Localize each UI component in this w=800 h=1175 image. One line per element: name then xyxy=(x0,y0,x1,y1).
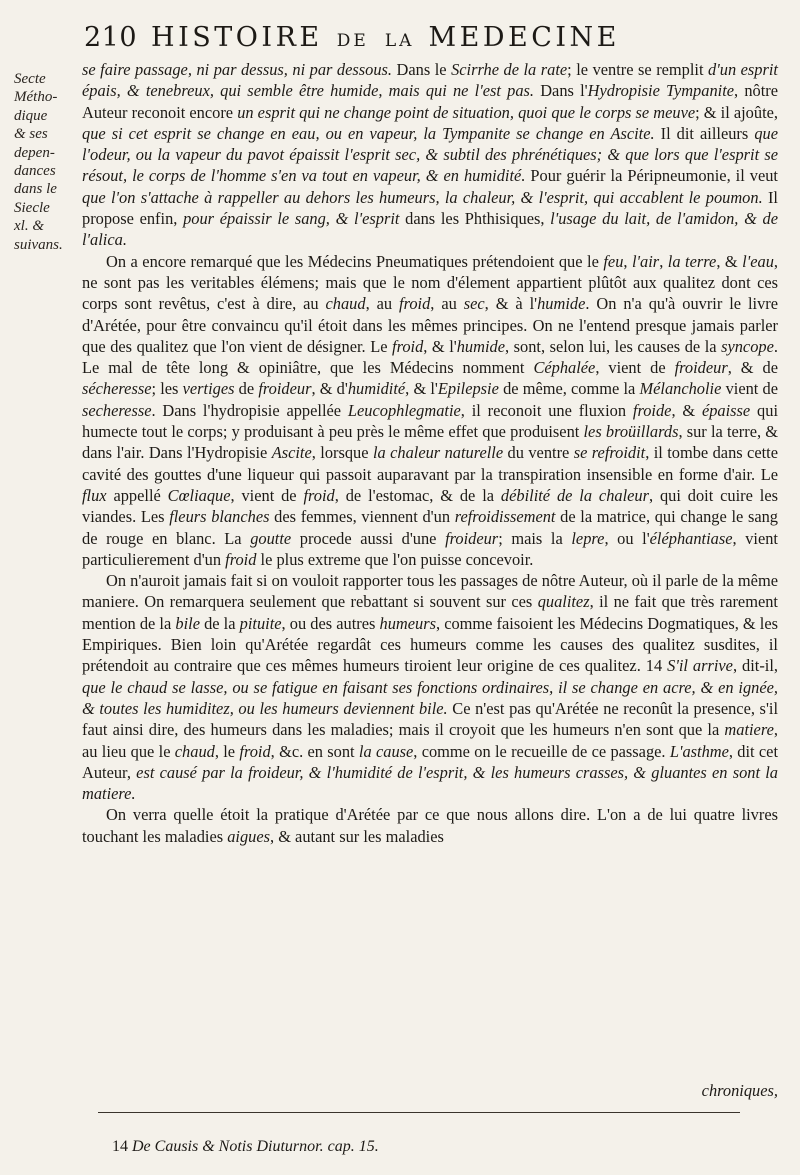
italic-text: froideur xyxy=(445,528,499,548)
italic-text: se refroidit xyxy=(573,443,646,463)
italic-text: L'asthme xyxy=(669,741,729,761)
roman-text: , il reconoit une fluxion xyxy=(460,400,633,420)
italic-text: froid xyxy=(303,485,335,505)
marginal-note-line: xl. & xyxy=(14,218,44,235)
roman-text: , xyxy=(623,251,632,271)
italic-text: est causé par la froideur, & l'humidité de l'esprit, & les humeurs crasses, & gluantes en sont la matiere. xyxy=(82,762,778,804)
italic-text: froid xyxy=(225,549,257,569)
roman-text: On verra quelle étoit la pratique d'Arétée par ce que nous allons dire. L'on a de lui quatre livres touchant les maladies xyxy=(82,805,778,846)
marginal-note-line: Secte xyxy=(14,71,46,87)
roman-text: appellé xyxy=(106,485,168,505)
roman-text: , & l' xyxy=(405,379,438,399)
roman-text: . Le mal de tête long & opiniâtre, que les Médecins nomment xyxy=(82,336,778,378)
roman-text: , dit cet Auteur, xyxy=(82,741,779,782)
italic-text: d'un esprit épais, & tenebreux, qui semble être humide, mais qui ne l'est pas. xyxy=(82,60,778,101)
roman-text: ; le ventre se remplit xyxy=(567,60,709,79)
roman-text: , au xyxy=(365,294,400,314)
italic-text: humide xyxy=(537,294,586,314)
running-title xyxy=(151,22,620,53)
italic-text: froid xyxy=(392,336,424,356)
italic-text: froideur xyxy=(674,358,728,378)
roman-text: , comme on le recueille de ce passage. xyxy=(413,741,670,761)
roman-text: , xyxy=(659,251,668,271)
italic-text: goutte xyxy=(250,528,292,548)
italic-text: Céphalée xyxy=(533,358,596,378)
footnote xyxy=(112,1138,379,1156)
italic-text: que le chaud se lasse, ou se fatigue en faisant ses fonctions ordinaires, il se change en acre, & en ignée, & toutes les humiditez, ou les humeurs deviennent bile. xyxy=(82,677,778,718)
roman-text: de même, comme la xyxy=(498,379,640,399)
italic-text: flux xyxy=(82,485,107,505)
roman-text: vient de xyxy=(721,379,778,399)
marginal-note-line: suivans. xyxy=(14,236,63,253)
roman-text: de la matrice, qui change le sang de rouge en blanc. La xyxy=(82,507,778,548)
roman-text: , & xyxy=(671,400,702,420)
marginal-note-line: Métho- xyxy=(14,89,58,106)
italic-text: refroidissement xyxy=(454,507,556,527)
roman-text: , & autant sur les maladies xyxy=(270,826,444,846)
italic-text: l'eau xyxy=(742,251,774,271)
italic-text: aigues xyxy=(227,826,270,846)
italic-text: syncope xyxy=(721,336,774,356)
roman-text: Il dit ailleurs xyxy=(654,123,755,143)
roman-text: On n'auroit jamais fait si on vouloit rapporter tous les passages de nôtre Auteur, où il parle de la même maniere. On remarquera seulement que rebattant si souvent sur ces xyxy=(82,571,778,612)
marginal-note-line: dique xyxy=(14,107,48,124)
running-header xyxy=(84,22,778,62)
roman-text: , sur la terre, & dans l'air. Dans l'Hydropisie xyxy=(82,422,778,463)
italic-text: Hydropisie Tympanite xyxy=(587,81,735,101)
roman-text: Pour guérir la Péripneumonie, il veut xyxy=(525,166,778,186)
roman-text: , lorsque xyxy=(311,443,373,463)
italic-text: Leucophlegmatie xyxy=(347,400,461,420)
italic-text: froide xyxy=(632,400,672,420)
italic-text: pituite xyxy=(239,613,282,633)
roman-text: , ou l' xyxy=(604,528,650,548)
roman-text: , le xyxy=(214,741,240,761)
roman-text: , nôtre Auteur reconoit encore xyxy=(82,81,779,122)
roman-text: , au lieu que le xyxy=(82,720,778,761)
italic-text: un esprit qui ne change point de situation, quoi que le corps se meuve xyxy=(237,102,696,122)
roman-text: Dans le xyxy=(392,60,452,79)
paragraph xyxy=(82,804,778,847)
italic-text: fleurs blanches xyxy=(169,507,270,527)
title-word-histoire: HISTOIRE xyxy=(151,22,323,53)
body-text xyxy=(82,59,778,847)
italic-text: que l'odeur, ou la vapeur du pavot épaissit l'esprit sec, & subtil des phrénétiques; & que lors que l'esprit se résout, le corps de l'homme s'en va tout en vapeur, & en humidité. xyxy=(82,123,778,186)
italic-text: matiere xyxy=(724,720,774,740)
roman-text: qui humecte tout le corps; y produisant à peu près le même effet que produisent xyxy=(82,400,778,442)
marginal-note-line: depen- xyxy=(14,144,55,161)
italic-text: sécheresse xyxy=(82,379,152,399)
roman-text: dans les Phthisiques, xyxy=(399,209,551,229)
italic-text: humeurs xyxy=(379,613,436,633)
italic-text: lepre xyxy=(571,528,605,548)
italic-text: sec xyxy=(463,294,485,314)
italic-text: humidité xyxy=(347,379,406,399)
roman-text: , & à l' xyxy=(484,294,538,314)
roman-text: , & d' xyxy=(311,379,348,399)
italic-text: Epilepsie xyxy=(437,379,499,399)
roman-text: , vient particulierement d'un xyxy=(82,528,778,569)
footnote-number: 14 xyxy=(112,1138,128,1155)
roman-text: le plus extreme que l'on puisse concevoir. xyxy=(256,549,534,569)
page-number: 210 xyxy=(84,22,138,53)
italic-text: se faire passage, ni par dessus, ni par dessous. xyxy=(82,60,393,79)
marginal-note xyxy=(14,70,78,254)
marginal-note-line: & ses xyxy=(14,126,48,143)
catchword: chroniques, xyxy=(701,1081,778,1100)
roman-text: , ne sont pas les veritables élémens; mais que le nom d'élement appartient plûtôt aux qualitez dont ces corps sont revêtus, c'est à dire, au xyxy=(82,251,779,314)
roman-text: , de l'estomac, & de la xyxy=(334,485,501,505)
roman-text: Dans l' xyxy=(534,81,588,101)
roman-text: , au xyxy=(430,294,464,314)
footnote-text: De Causis & Notis Diuturnor. cap. 15. xyxy=(132,1138,379,1155)
italic-text: épaisse xyxy=(701,400,751,420)
italic-text: pour épaissir le sang, & l'esprit xyxy=(183,209,400,229)
roman-text: Il propose enfin, xyxy=(82,187,778,229)
italic-text: l'usage du lait, de l'amidon, & de l'alica. xyxy=(82,209,778,250)
roman-text: , qui doit cuire les viandes. Les xyxy=(82,485,778,527)
roman-text: du ventre xyxy=(503,443,574,463)
roman-text: , il tombe dans cette cavité des gouttes d'une liqueur qui passoit auparavant par la transpiration insensible en forme d'air. Le xyxy=(82,443,778,484)
italic-text: secheresse xyxy=(82,400,152,420)
roman-text: . On n'a qu'à ouvrir le livre d'Arétée, pour être convaincu qu'il étoit dans les mêmes principes. On ne l'entend presque jamais parler que des qualitez que l'on vient de désigner. Le xyxy=(82,294,779,356)
roman-text: , il ne fait que très rarement mention de la xyxy=(82,592,778,633)
roman-text: . Dans l'hydropisie appellée xyxy=(151,400,348,420)
italic-text: que l'on s'attache à rappeller au dehors les humeurs, la chaleur, & l'esprit, qui accablent le poumon. xyxy=(82,187,763,207)
italic-text: bile xyxy=(175,613,200,633)
italic-text: que si cet esprit se change en eau, ou en vapeur, la Tympanite se change en Ascite. xyxy=(82,123,655,143)
roman-text: ; & il ajoûte, xyxy=(695,102,778,122)
roman-text: de la xyxy=(199,613,240,633)
paragraph xyxy=(82,251,778,570)
italic-text: humide xyxy=(456,336,505,356)
roman-text: , comme faisoient les Médecins Dogmatiques, & les Empiriques. Bien loin qu'Arétée regardât ces humeurs comme les causes des qualitez susdites, il prétendoit au contraire que ces mêmes humeurs tiroient leur origine de ces qualitez. 14 xyxy=(82,613,778,676)
italic-text: froid xyxy=(399,294,431,314)
roman-text: , & xyxy=(716,251,743,271)
footnote-rule xyxy=(98,1112,740,1113)
roman-text: Ce n'est pas qu'Arétée ne reconût la presence, s'il faut ainsi dire, des humeurs dans les maladies; mais il croyoit que les humeurs n'en sont que la xyxy=(82,698,778,740)
roman-text: de xyxy=(234,379,259,399)
italic-text: débilité de la chaleur xyxy=(500,485,649,505)
roman-text: procede aussi d'une xyxy=(291,528,446,548)
roman-text: des femmes, viennent d'un xyxy=(269,507,455,527)
italic-text: qualitez xyxy=(537,592,590,612)
marginal-note-line: dances xyxy=(14,163,56,180)
paragraph xyxy=(82,59,778,251)
italic-text: feu xyxy=(603,251,624,271)
italic-text: froid xyxy=(239,741,271,761)
italic-text: froideur xyxy=(258,379,312,399)
italic-text: Mélancholie xyxy=(639,379,722,399)
italic-text: chaud xyxy=(174,741,215,761)
italic-text: la chaleur naturelle xyxy=(372,443,504,463)
roman-text: , vient de xyxy=(595,358,675,378)
italic-text: la cause xyxy=(358,741,414,761)
paragraph xyxy=(82,570,778,804)
roman-text: On a encore remarqué que les Médecins Pneumatiques prétendoient que le xyxy=(106,251,604,271)
roman-text: , & de xyxy=(727,358,778,378)
roman-text: , &c. en sont xyxy=(270,741,359,761)
title-word-la: LA xyxy=(384,31,415,51)
roman-text: , dit-il, xyxy=(732,656,778,676)
italic-text: Cœliaque xyxy=(167,485,231,505)
roman-text: ; les xyxy=(151,379,183,399)
italic-text: les broüillards xyxy=(583,422,679,442)
marginal-note-line: Siecle xyxy=(14,199,50,216)
roman-text: , ou des autres xyxy=(281,613,380,633)
italic-text: chaud xyxy=(325,294,366,314)
roman-text: ; mais la xyxy=(498,528,572,548)
roman-text: , vient de xyxy=(230,485,304,505)
italic-text: Ascite xyxy=(271,443,312,463)
roman-text: , sont, selon lui, les causes de la xyxy=(505,336,722,356)
italic-text: vertiges xyxy=(182,379,235,399)
title-word-medecine: MEDECINE xyxy=(428,22,620,53)
italic-text: S'il arrive xyxy=(667,656,733,676)
italic-text: la terre xyxy=(667,251,717,271)
italic-text: l'air xyxy=(632,251,660,271)
italic-text: Scirrhe de la rate xyxy=(451,60,568,79)
italic-text: éléphantiase xyxy=(649,528,733,548)
marginal-note-line: dans le xyxy=(14,181,57,198)
roman-text: , & l' xyxy=(423,336,457,356)
title-word-de: DE xyxy=(336,31,369,51)
